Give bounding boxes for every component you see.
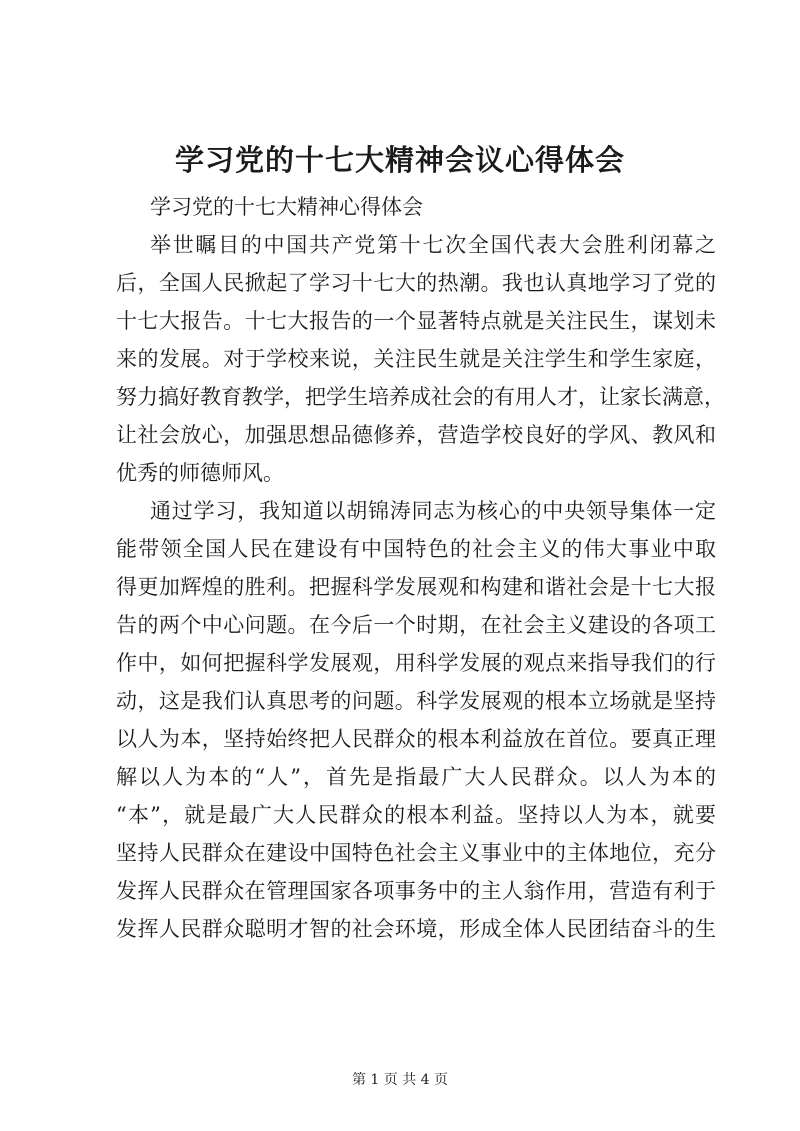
paragraph-line: 解以人为本的“人”，首先是指最广大人民群众。以人为本的 <box>116 765 716 789</box>
paragraph-line: 努力搞好教育教学，把学生培养成社会的有用人才，让家长满意， <box>116 385 725 409</box>
paragraph-line: 坚持人民群众在建设中国特色社会主义事业中的主体地位，充分 <box>116 841 716 865</box>
paragraph-line: 作中，如何把握科学发展观，用科学发展的观点来指导我们的行 <box>116 651 716 675</box>
paragraph-line: 让社会放心，加强思想品德修养，营造学校良好的学风、教风和 <box>116 423 716 447</box>
paragraph-line: 举世瞩目的中国共产党第十七次全国代表大会胜利闭幕之 <box>150 233 716 257</box>
document-title: 学习党的十七大精神会议心得体会 <box>174 143 625 177</box>
paragraph-line: 通过学习，我知道以胡锦涛同志为核心的中央领导集体一定 <box>150 499 716 523</box>
paragraph-line: 发挥人民群众在管理国家各项事务中的主人翁作用，营造有利于 <box>116 879 716 903</box>
paragraph-line: 优秀的师德师风。 <box>116 461 284 485</box>
paragraph-line: 来的发展。对于学校来说，关注民生就是关注学生和学生家庭， <box>116 347 716 371</box>
paragraph-line: 动，这是我们认真思考的问题。科学发展观的根本立场就是坚持 <box>116 689 716 713</box>
paragraph-line: 以人为本，坚持始终把人民群众的根本利益放在首位。要真正理 <box>116 727 716 751</box>
subtitle-line: 学习党的十七大精神心得体会 <box>150 195 423 219</box>
page-number-footer: 第 1 页 共 4 页 <box>351 1072 449 1088</box>
document-body <box>116 188 725 948</box>
paragraph-line: 后，全国人民掀起了学习十七大的热潮。我也认真地学习了党的 <box>116 271 716 295</box>
paragraph-line: 告的两个中心问题。在今后一个时期，在社会主义建设的各项工 <box>116 613 716 637</box>
paragraph-line: 能带领全国人民在建设有中国特色的社会主义的伟大事业中取 <box>116 537 716 561</box>
paragraph-line: 发挥人民群众聪明才智的社会环境，形成全体人民团结奋斗的生 <box>116 917 716 941</box>
paragraph-line: 得更加辉煌的胜利。把握科学发展观和构建和谐社会是十七大报 <box>116 575 716 599</box>
paragraph-line: 十七大报告。十七大报告的一个显著特点就是关注民生，谋划未 <box>116 309 716 333</box>
paragraph-line: “本”，就是最广大人民群众的根本利益。坚持以人为本，就要 <box>116 803 716 827</box>
